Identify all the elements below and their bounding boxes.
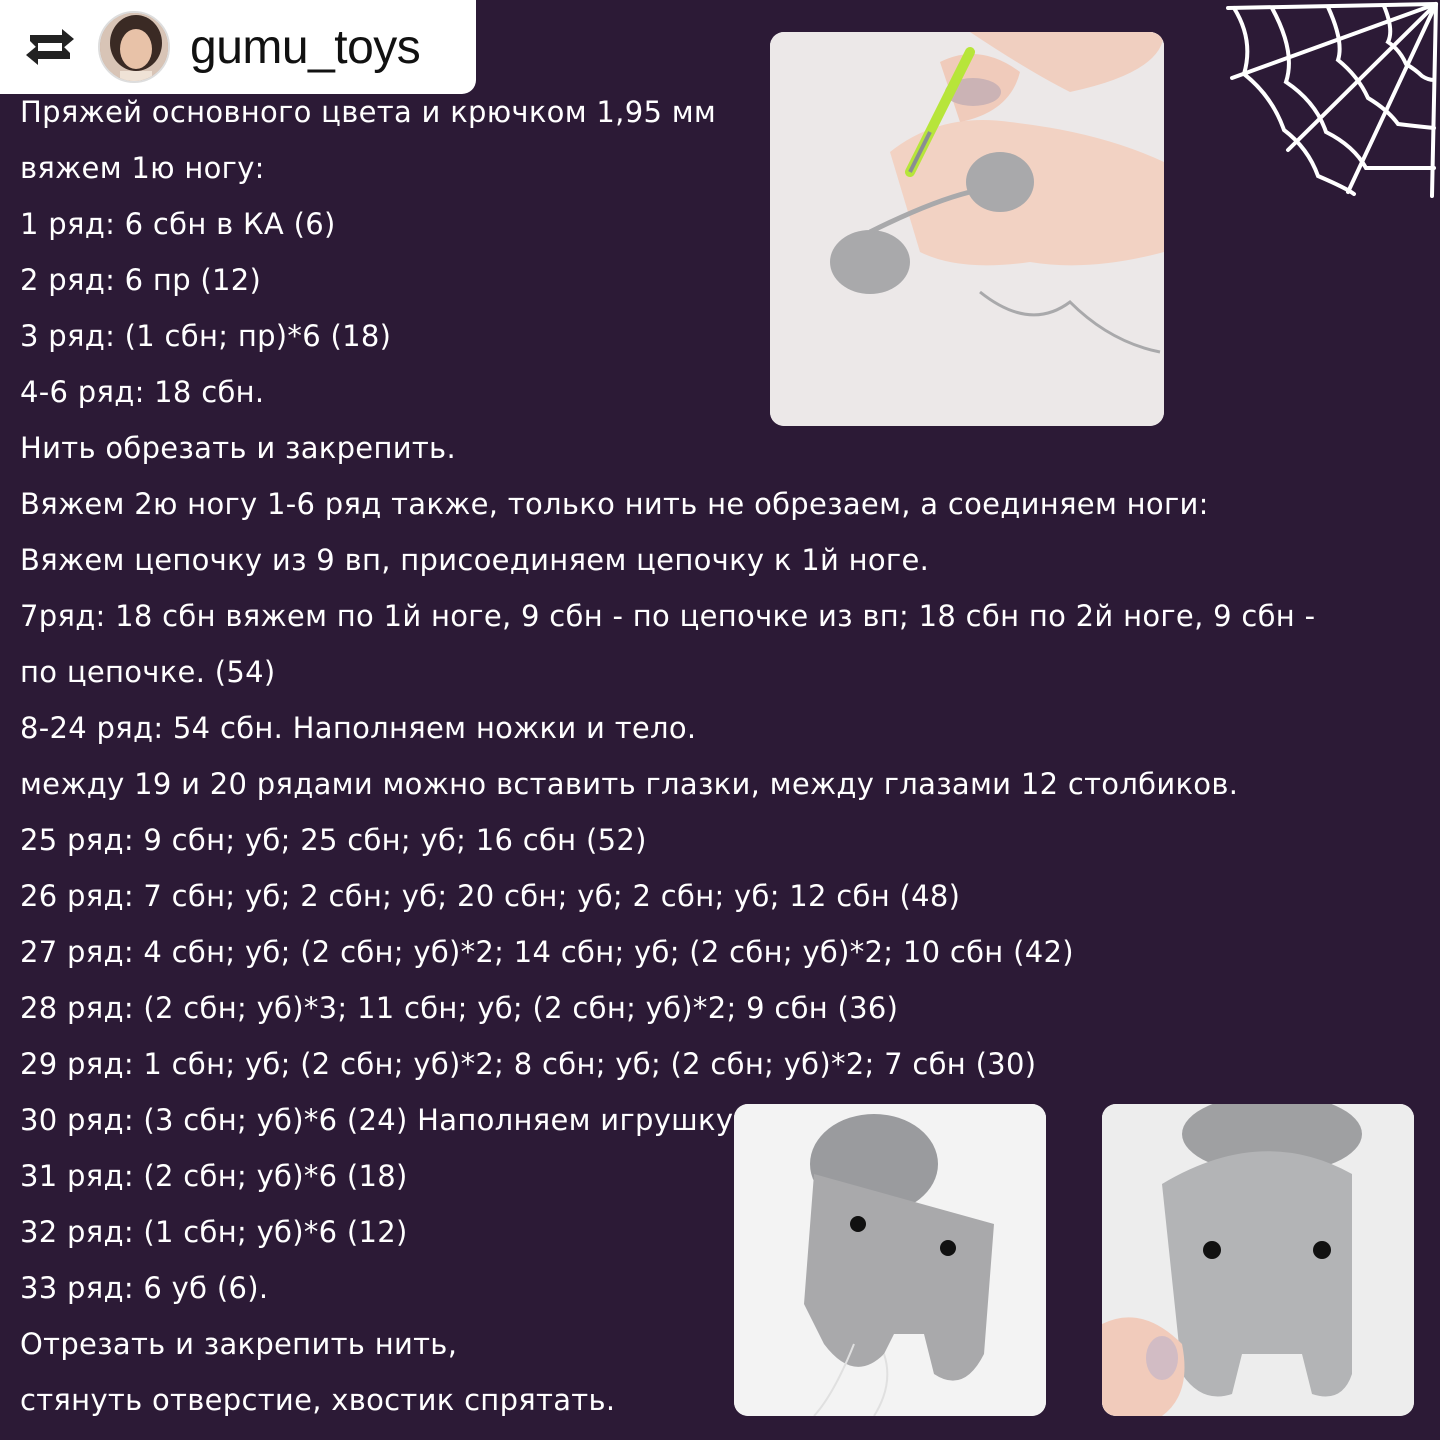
- pattern-line: Нить обрезать и закрепить.: [20, 431, 456, 465]
- pattern-line: Вяжем 2ю ногу 1-6 ряд также, только нить не обрезаем, а соединяем ноги:: [20, 487, 1209, 521]
- pattern-line: Вяжем цепочку из 9 вп, присоединяем цепочку к 1й ноге.: [20, 543, 930, 577]
- photo-body-finished: [1102, 1104, 1414, 1416]
- pattern-line: 26 ряд: 7 сбн; уб; 2 сбн; уб; 20 сбн; уб; 2 сбн; уб; 12 сбн (48): [20, 879, 961, 913]
- photo-body-open: [734, 1104, 1046, 1416]
- pattern-line: 1 ряд: 6 сбн в КА (6): [20, 207, 336, 241]
- repost-badge: [0, 0, 476, 94]
- pattern-line: 33 ряд: 6 уб (6).: [20, 1271, 269, 1305]
- pattern-line: 29 ряд: 1 сбн; уб; (2 сбн; уб)*2; 8 сбн; уб; (2 сбн; уб)*2; 7 сбн (30): [20, 1047, 1037, 1081]
- pattern-line: 28 ряд: (2 сбн; уб)*3; 11 сбн; уб; (2 сбн; уб)*2; 9 сбн (36): [20, 991, 899, 1025]
- pattern-line: вяжем 1ю ногу:: [20, 151, 265, 185]
- repost-icon: [22, 27, 78, 67]
- pattern-line: 4-6 ряд: 18 сбн.: [20, 375, 265, 409]
- pattern-line: 27 ряд: 4 сбн; уб; (2 сбн; уб)*2; 14 сбн; уб; (2 сбн; уб)*2; 10 сбн (42): [20, 935, 1074, 969]
- pattern-line: 31 ряд: (2 сбн; уб)*6 (18): [20, 1159, 408, 1193]
- pattern-line: 30 ряд: (3 сбн; уб)*6 (24) Наполняем игрушку: [20, 1103, 734, 1137]
- pattern-line: по цепочке. (54): [20, 655, 276, 689]
- pattern-line: Пряжей основного цвета и крючком 1,95 мм: [20, 95, 717, 129]
- pattern-line: 32 ряд: (1 сбн; уб)*6 (12): [20, 1215, 408, 1249]
- pattern-line: 2 ряд: 6 пр (12): [20, 263, 262, 297]
- pattern-line: стянуть отверстие, хвостик спрятать.: [20, 1383, 616, 1417]
- pattern-line: 7ряд: 18 сбн вяжем по 1й ноге, 9 сбн - по цепочке из вп; 18 сбн по 2й ноге, 9 сбн -: [20, 599, 1316, 633]
- pattern-line: 25 ряд: 9 сбн; уб; 25 сбн; уб; 16 сбн (52): [20, 823, 647, 857]
- pattern-line: Отрезать и закрепить нить,: [20, 1327, 458, 1361]
- pattern-line: 3 ряд: (1 сбн; пр)*6 (18): [20, 319, 392, 353]
- pattern-line: 8-24 ряд: 54 сбн. Наполняем ножки и тело.: [20, 711, 697, 745]
- pattern-line: между 19 и 20 рядами можно вставить глазки, между глазами 12 столбиков.: [20, 767, 1239, 801]
- username[interactable]: gumu_toys: [190, 20, 421, 74]
- avatar[interactable]: [98, 11, 170, 83]
- photo-legs-crochet: [770, 32, 1164, 426]
